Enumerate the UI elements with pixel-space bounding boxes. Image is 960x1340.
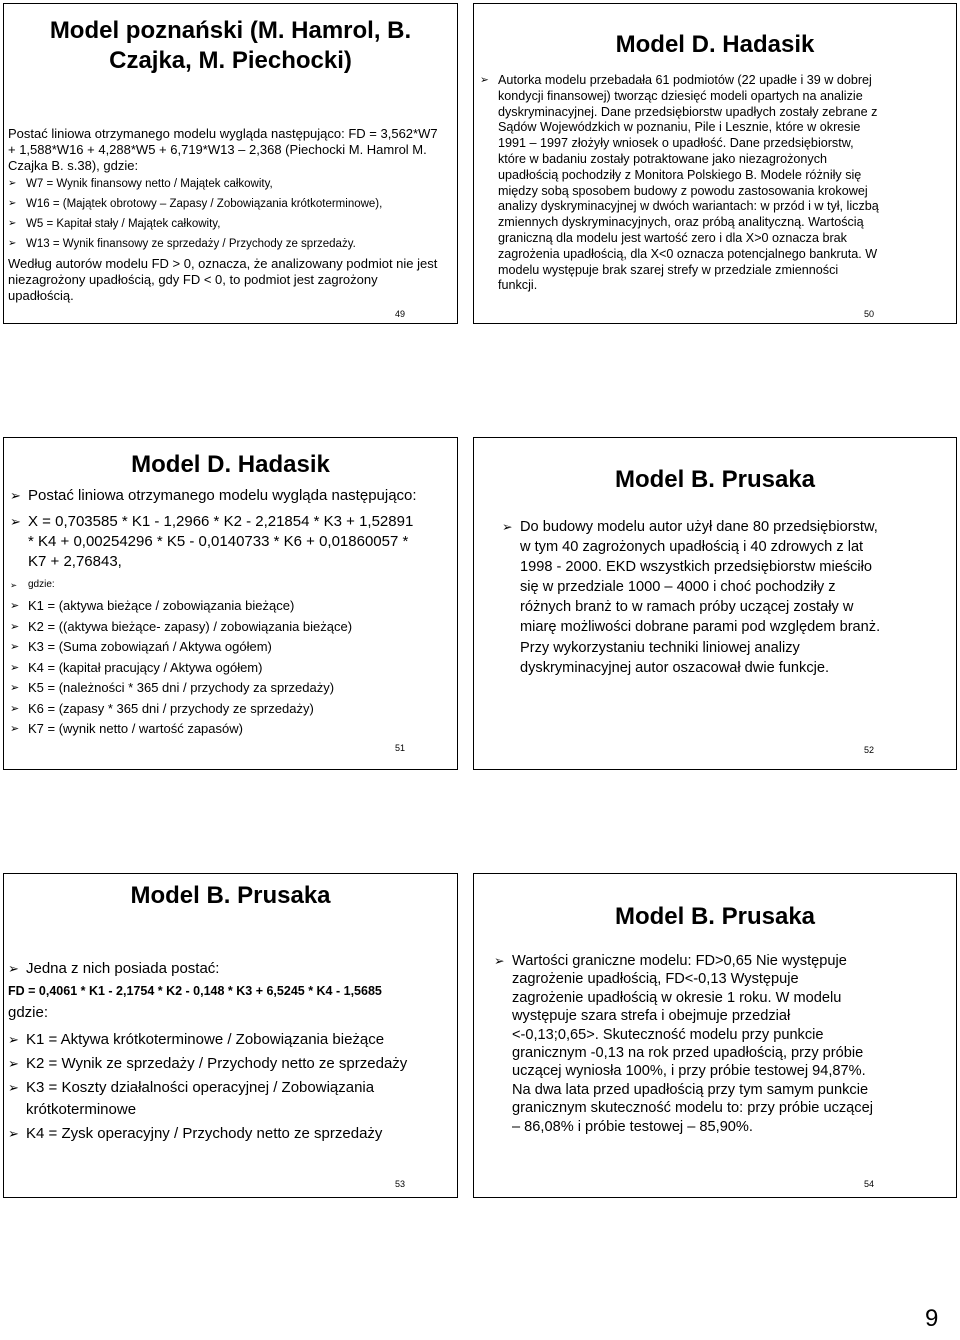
list-item: ➢ K4 = (kapitał pracujący / Aktywa ogółem) [10,658,422,679]
model-conclusion: Według autorów modelu FD > 0, oznacza, że analizowany podmiot nie jest niezagrożony upadłością, gdy FD < 0, to podmiot jest zagrożony upadłością. [8,256,438,303]
slide-54 [473,873,957,1198]
list-item: ➢ K3 = (Suma zobowiązań / Aktywa ogółem) [10,637,422,658]
list-item: ➢ W5 = Kapitał stały / Majątek całkowity, [8,214,444,234]
list-item: ➢ K4 = Zysk operacyjny / Przychody netto ze sprzedaży [8,1123,428,1145]
list-item: ➢ Wartości graniczne modelu: FD>0,65 Nie występuje zagrożenie upadłością, FD<-0,13 Występuje zagrożenie upadłością w okresie 1 roku. W modelu występuje szara strefa i obejmuje przedział <-0,13;0,65>. Skuteczność modelu przy punkcie granicznym -0,13 na rok przed upadłością, przy próbie uczącej wyniosła 100%, i przy próbie testowej 94,87%. Na dwa lata przed upadłością przy tym samym punkcie granicznym skuteczność modelu to: przy próbie uczącej – 86,08% i próbie testowej – 85,90%. [494,952,874,1136]
list-item: ➢ K2 = ((aktywa bieżące- zapasy) / zobowiązania bieżące) [10,617,422,638]
list-item: ➢ K6 = (zapasy * 365 dni / przychody ze sprzedaży) [10,699,422,720]
slide-50 [473,3,957,324]
list-item: ➢ Autorka modelu przebadała 61 podmiotów (22 upadłe i 39 w dobrej kondycji finansowej) tworząc dziesięć modeli opartych na analizie dyskryminacyjnej. Dane przedsiębiorstw upadłych zostały zebrane z Sądów Wojewódzkich w poznaniu, Pile i Lesznie, które w okresie 1991 – 1997 złożyły wniosek o upadłość. Dane przedsiębiorstw, które w badaniu zostały potraktowane jako niezagrożonych upadłością pochodziły z Monitora Polskiego B. Modele różniły się między sobą sposobem budowy z powodu zastosowania krokowej analizy dyskryminacyjnej w dwóch wariantach: w przód i w tył, liczbą zmiennych dyskryminacyjnych, oraz próbą analityczną. Wartością graniczną dla modelu jest wartość zero i dla X>0 oznacza brak zagrożenia upadłością, dla X<0 oznacza potencjalnego bankruta. W modelu występuje brak szarej strefy w przedziale zmienności funkcji. [480,73,880,294]
list-item: ➢ Postać liniowa otrzymanego modelu wygląda następująco: [10,486,422,506]
list-item: ➢ Do budowy modelu autor użył dane 80 przedsiębiorstw, w tym 40 zagrożonych upadłością i 40 zdrowych z lat 1998 - 2000. EKD wszystkich przedsiębiorstw mieściło się w przedziale 1000 – 4000 i choć pochodziły z różnych branż to w ramach próby uczącej zostały w miarę możliwości dobrane parami pod względem branż. Przy wykorzystaniu techniki liniowej analizy dyskryminacyjnej autor oszacował dwie funkcje. [502,517,887,678]
model-intro: Postać liniowa otrzymanego modelu wygląda następująco: FD = 3,562*W7 + 1,588*W16 + 4,288*W5 + 6,719*W13 – 2,368 (Piechocki M. Hamrol M. Czajka B. s.38), gdzie: [8,126,438,173]
slide-51 [3,437,458,770]
slide-49 [3,3,458,324]
list-item: ➢ K3 = Koszty działalności operacyjnej / Zobowiązania krótkoterminowe [8,1077,428,1121]
list-item: ➢ K7 = (wynik netto / wartość zapasów) [10,719,422,740]
page-number: 9 [925,1305,939,1332]
list-item: ➢ W13 = Wynik finansowy ze sprzedaży / Przychody ze sprzedaży. [8,234,444,254]
formula: FD = 0,4061 * K1 - 2,1754 * K2 - 0,148 * K3 + 6,5245 * K4 - 1,5685 [8,984,382,998]
slide-53 [3,873,458,1198]
slide-number: 50 [864,309,875,319]
list-item: ➢ Jedna z nich posiada postać: [8,959,428,979]
slide-number: 49 [395,309,406,319]
slide-title: Model B. Prusaka [614,903,816,930]
slide-number: 51 [395,743,406,753]
list-item: ➢ K2 = Wynik ze sprzedaży / Przychody netto ze sprzedaży [8,1053,428,1075]
slide-title: Model D. Hadasik [131,451,330,478]
gdzie-label: gdzie: [8,1004,49,1021]
slide-number: 52 [864,745,875,755]
slide-title: Model B. Prusaka [614,466,816,493]
list-item: ➢ W16 = (Majątek obrotowy – Zapasy / Zobowiązania krótkoterminowe), [8,194,444,214]
slide-title: Model poznański (M. Hamrol, B. Czajka, M. Piechocki) [49,17,412,74]
list-item: ➢ K1 = (aktywa bieżące / zobowiązania bieżące) [10,596,422,617]
slide-number: 53 [395,1179,406,1189]
slide-title: Model D. Hadasik [615,31,815,58]
formula: ➢ X = 0,703585 * K1 - 1,2966 * K2 - 2,21854 * K3 + 1,52891 * K4 + 0,00254296 * K5 - 0,0140733 * K6 + 0,01860057 * K7 + 2,76843, [10,512,422,572]
list-item: ➢ K1 = Aktywa krótkoterminowe / Zobowiązania bieżące [8,1029,428,1051]
slide-number: 54 [864,1179,875,1189]
list-item: ➢ gdzie: [10,574,422,596]
slide-52 [473,437,957,770]
list-item: ➢ K5 = (należności * 365 dni / przychody za sprzedaży) [10,678,422,699]
list-item: ➢ W7 = Wynik finansowy netto / Majątek całkowity, [8,174,444,194]
slide-title: Model B. Prusaka [130,882,331,909]
